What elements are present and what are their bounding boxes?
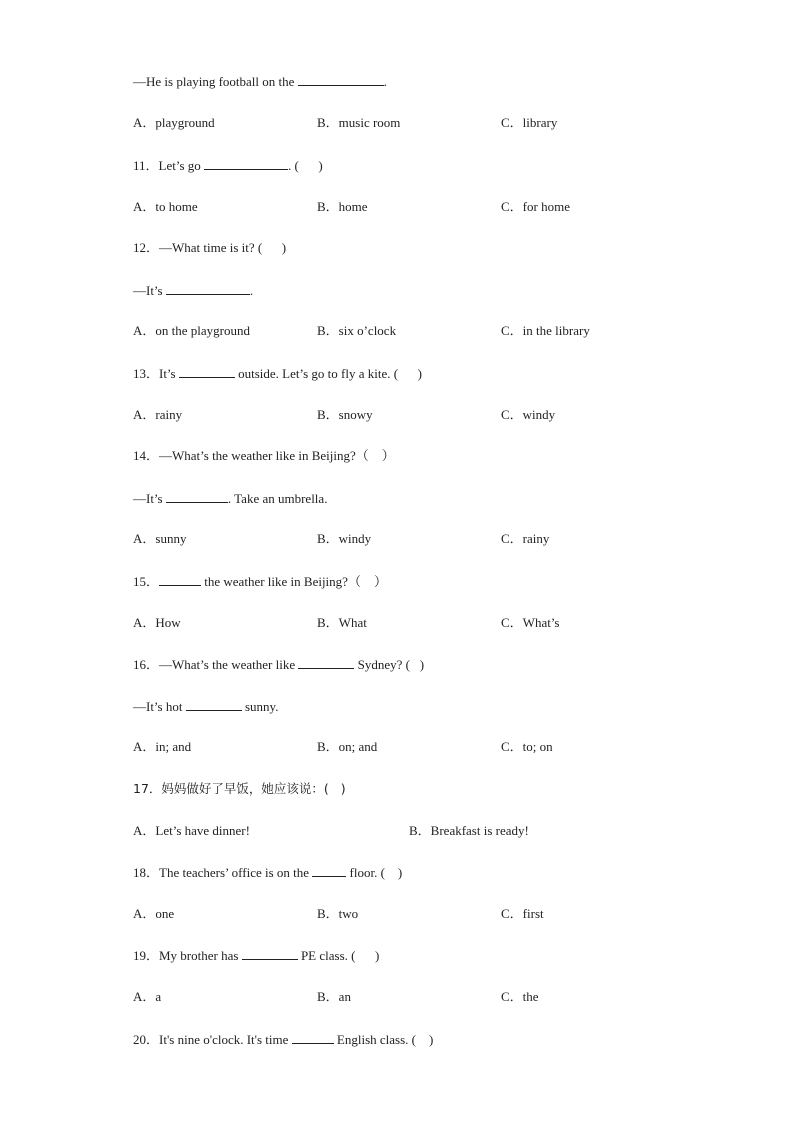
q18-option-b[interactable]: B．two [317,906,359,921]
q10-option-c[interactable]: C．library [501,115,558,130]
q14-answer-line: —It’s . Take an umbrella. [133,491,328,506]
q14-option-c[interactable]: C．rainy [501,531,550,546]
q16-option-b[interactable]: B．on; and [317,739,378,754]
blank[interactable] [166,282,250,295]
q16-answer-line: —It’s hot sunny. [133,699,279,714]
q17-option-b[interactable]: B．Breakfast is ready! [409,823,529,838]
q11-option-c[interactable]: C．for home [501,199,570,214]
q12-answer-line: —It’s . [133,283,254,298]
blank[interactable] [298,73,384,86]
q18-question: 18．The teachers’ office is on the floor. ( ) [133,865,403,880]
q16-option-a[interactable]: A．in; and [133,739,192,754]
q11-option-b[interactable]: B．home [317,199,368,214]
q16-option-c[interactable]: C．to; on [501,739,553,754]
q15-option-c[interactable]: C．What’s [501,615,560,630]
blank[interactable] [186,698,242,711]
q19-option-a[interactable]: A．a [133,989,162,1004]
q15-option-a[interactable]: A．How [133,615,181,630]
q13-option-c[interactable]: C．windy [501,407,556,422]
q15-option-b[interactable]: B．What [317,615,367,630]
q17-option-a[interactable]: A．Let’s have dinner! [133,823,250,838]
q12-option-c[interactable]: C．in the library [501,323,590,338]
q17-question: 17．妈妈做好了早饭，她应该说：( ) [133,781,346,796]
q18-option-c[interactable]: C．first [501,906,544,921]
q19-option-b[interactable]: B．an [317,989,351,1004]
q12-option-a[interactable]: A．on the playground [133,323,250,338]
blank[interactable] [159,573,201,586]
q20-question: 20．It's nine o'clock. It's time English class. ( ) [133,1032,434,1047]
q18-option-a[interactable]: A．one [133,906,175,921]
q13-option-a[interactable]: A．rainy [133,407,183,422]
q13-option-b[interactable]: B．snowy [317,407,373,422]
q15-question: 15． the weather like in Beijing?（ ） [133,574,387,589]
q11-option-a[interactable]: A．to home [133,199,198,214]
q10-option-b[interactable]: B．music room [317,115,401,130]
blank[interactable] [292,1031,334,1044]
blank[interactable] [312,864,346,877]
q19-question: 19．My brother has PE class. ( ) [133,948,380,963]
q10-option-a[interactable]: A．playground [133,115,215,130]
q11-question: 11．Let’s go . ( ) [133,158,323,173]
q16-question: 16．—What’s the weather like Sydney? ( ) [133,657,425,672]
q14-question: 14．—What’s the weather like in Beijing?（ ） [133,448,395,463]
q12-option-b[interactable]: B．six o’clock [317,323,397,338]
q19-option-c[interactable]: C．the [501,989,539,1004]
blank[interactable] [204,157,288,170]
q12-question: 12．—What time is it? ( ) [133,240,287,255]
q13-question: 13．It’s outside. Let’s go to fly a kite. ( ) [133,366,422,381]
blank[interactable] [166,490,228,503]
blank[interactable] [298,656,354,669]
blank[interactable] [242,947,298,960]
q14-option-b[interactable]: B．windy [317,531,372,546]
q14-option-a[interactable]: A．sunny [133,531,187,546]
q10-answer-line: —He is playing football on the . [133,74,387,89]
blank[interactable] [179,365,235,378]
